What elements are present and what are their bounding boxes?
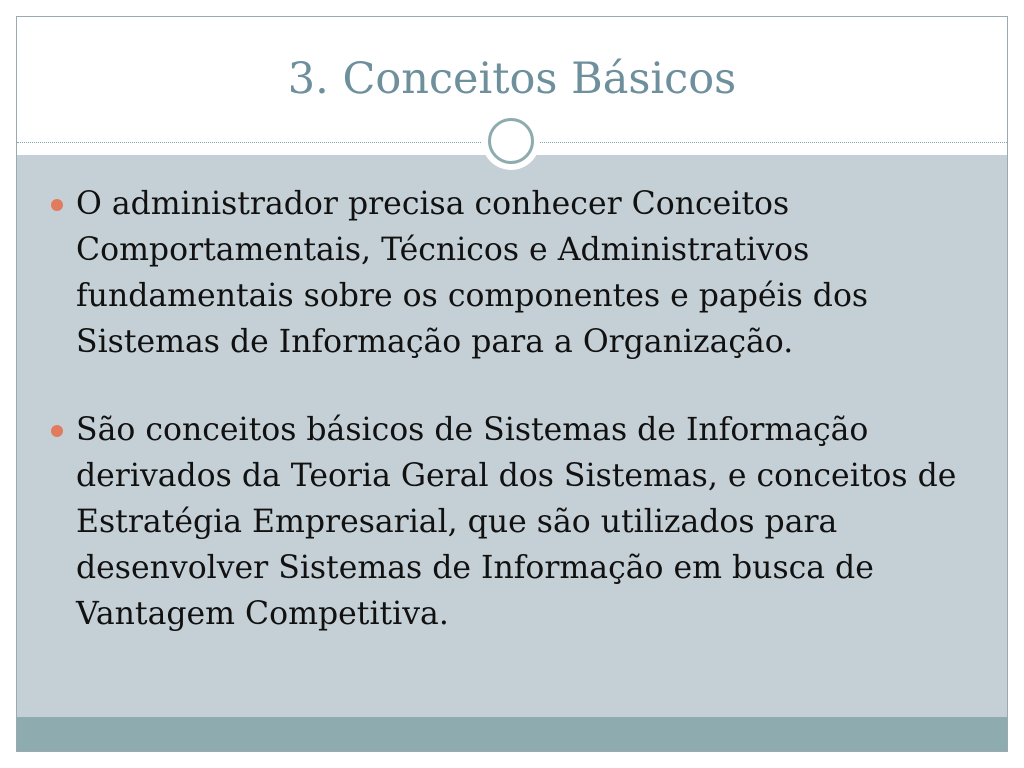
bullet-item xyxy=(51,407,971,637)
bullet-dot-icon xyxy=(51,199,63,211)
bullet-text: São conceitos básicos de Sistemas de Informação derivados da Teoria Geral dos Sistemas, e conceitos de Estratégia Empresarial, que são utilizados para desenvolver Sistemas de Informação em busca de Vantagem Competitiva. xyxy=(76,412,957,632)
slide xyxy=(16,16,1008,752)
circle-ornament-icon xyxy=(488,118,534,164)
bullet-item xyxy=(51,181,971,365)
footer-band xyxy=(17,717,1007,751)
bullet-text: O administrador precisa conhecer Conceitos Comportamentais, Técnicos e Administrativos fundamentais sobre os componentes e papéis dos Sistemas de Informação para a Organização. xyxy=(76,186,869,360)
slide-title: 3. Conceitos Básicos xyxy=(287,54,737,104)
bullet-dot-icon xyxy=(51,425,63,437)
bullet-list xyxy=(51,181,971,679)
